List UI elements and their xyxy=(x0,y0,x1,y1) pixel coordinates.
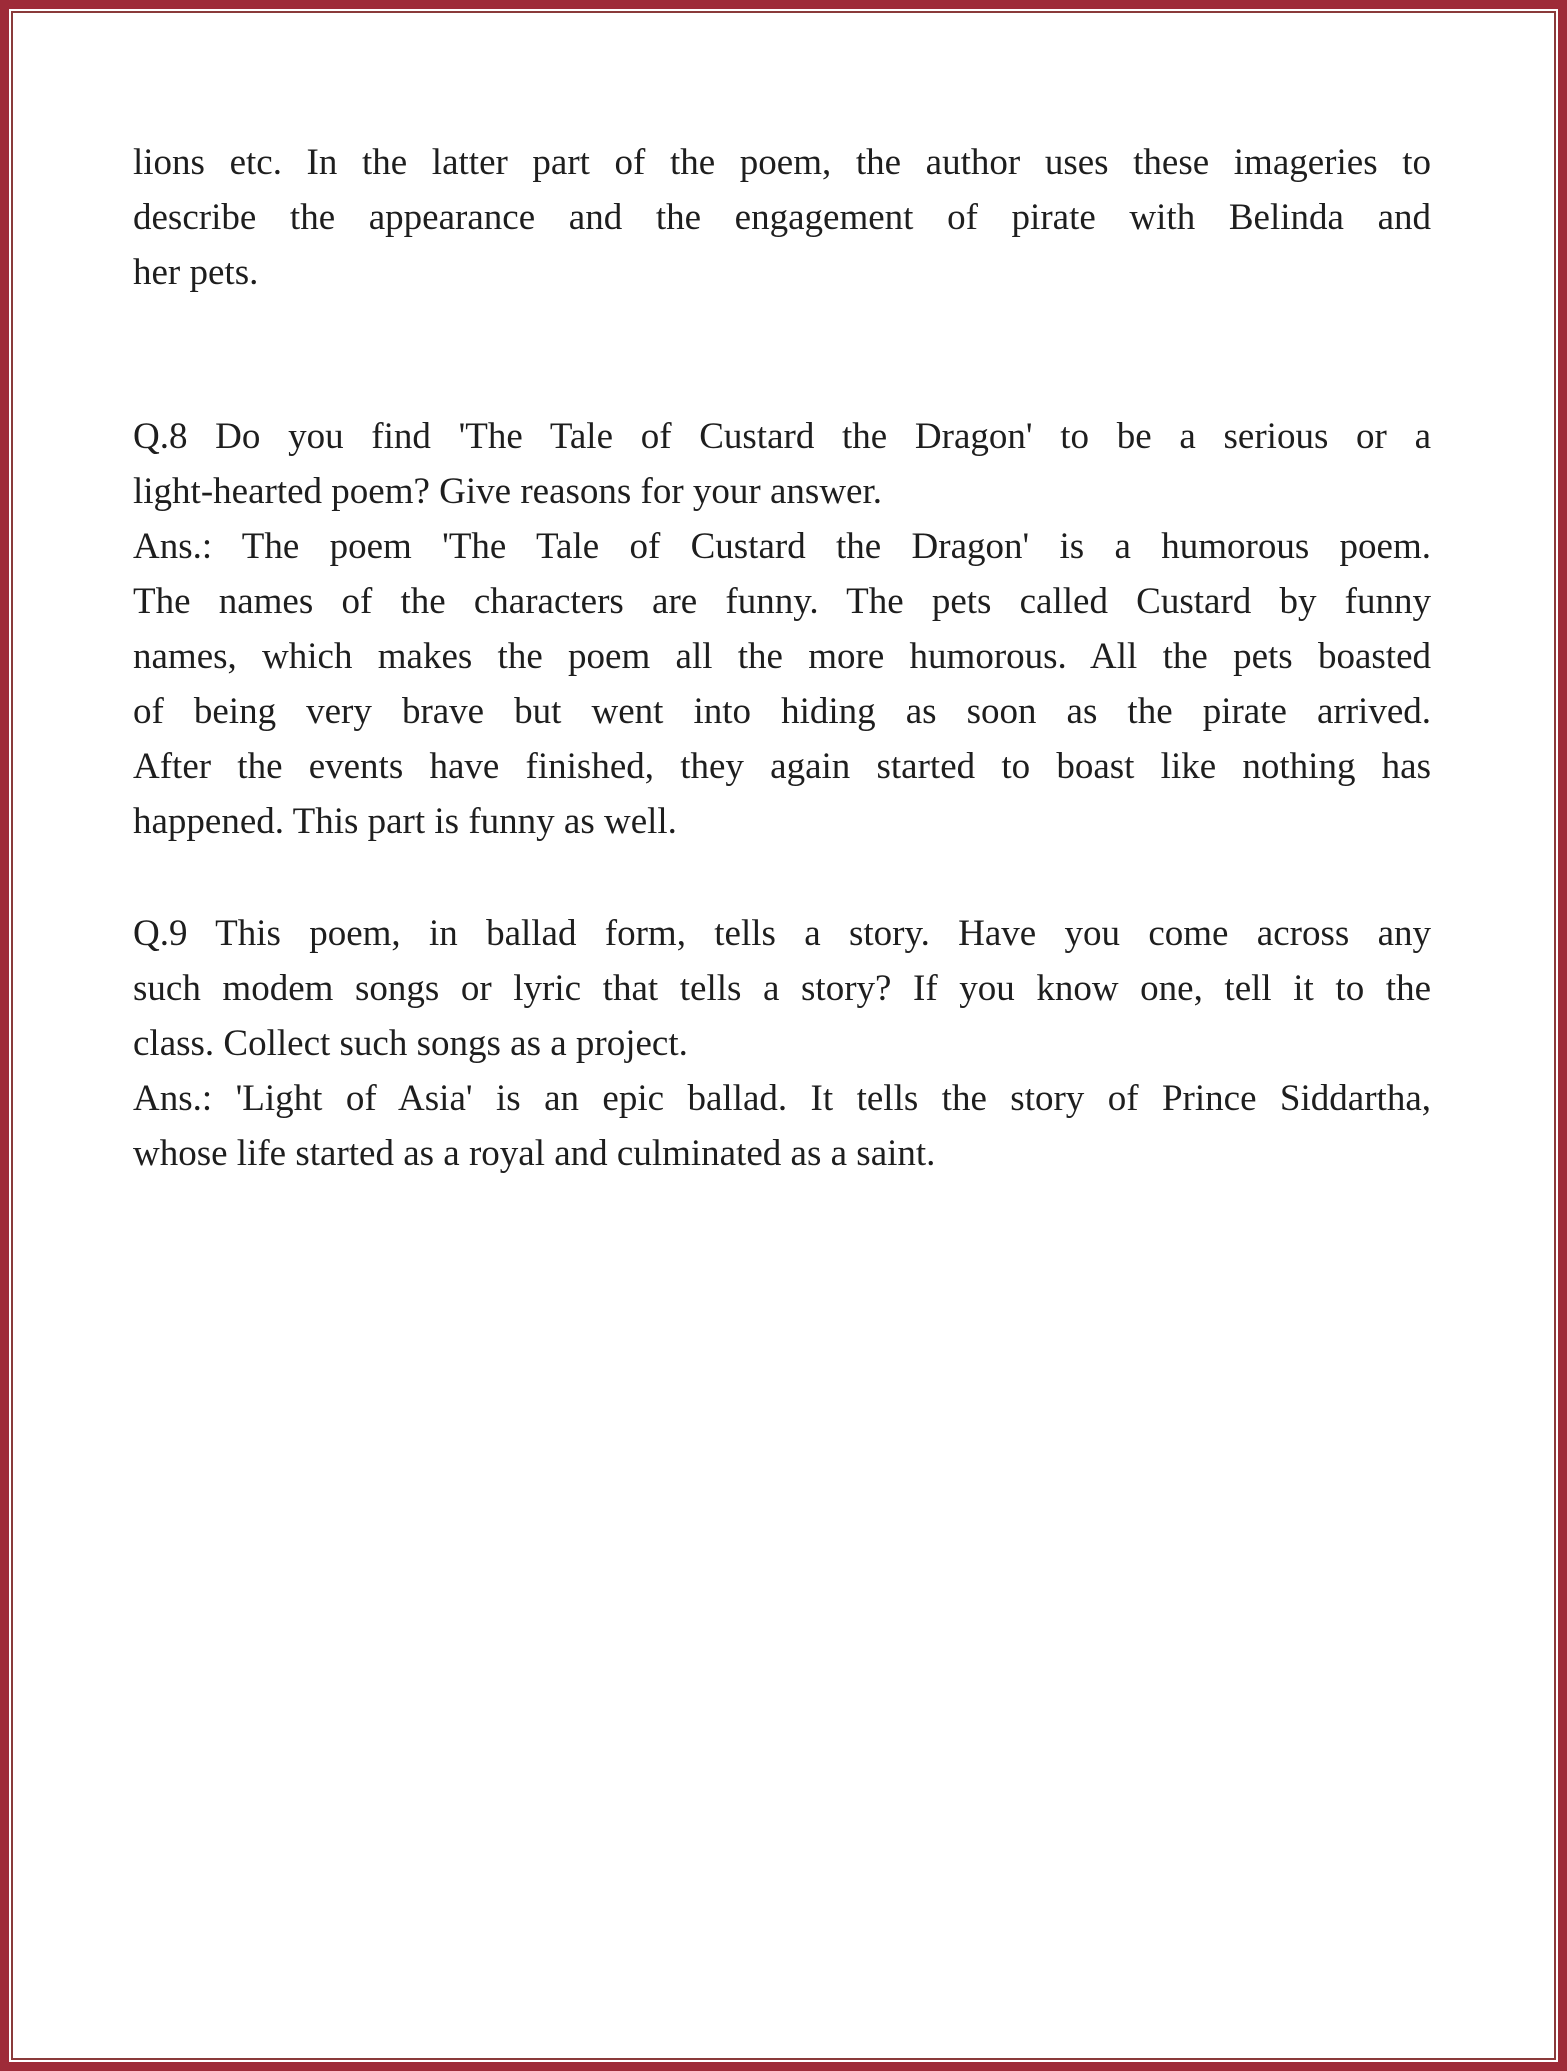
answer-line: After the events have finished, they again started to boast like nothing has xyxy=(133,746,1431,787)
question-line: Q.9 This poem, in ballad form, tells a story. Have you come across any xyxy=(133,913,1431,954)
question-line: Q.8 Do you find 'The Tale of Custard the Dragon' to be a serious or a xyxy=(133,416,1431,457)
answer-line: Ans.: 'Light of Asia' is an epic ballad. It tells the story of Prince Siddartha, xyxy=(133,1078,1431,1119)
question-line: such modem songs or lyric that tells a story? If you know one, tell it to the xyxy=(133,968,1431,1009)
answer-line: Ans.: The poem 'The Tale of Custard the Dragon' is a humorous poem. xyxy=(133,526,1431,567)
answer-line: The names of the characters are funny. The pets called Custard by funny xyxy=(133,581,1431,622)
text-line: her pets. xyxy=(133,252,259,293)
answer-line: whose life started as a royal and culminated as a saint. xyxy=(133,1133,936,1174)
answer-line: happened. This part is funny as well. xyxy=(133,801,677,842)
question-line: class. Collect such songs as a project. xyxy=(133,1023,688,1064)
intro-paragraph xyxy=(133,135,1431,300)
question-8 xyxy=(133,409,1431,849)
answer-line: of being very brave but went into hiding as soon as the pirate arrived. xyxy=(133,691,1431,732)
text-line: lions etc. In the latter part of the poem, the author uses these imageries to xyxy=(133,142,1431,183)
question-line: light-hearted poem? Give reasons for your answer. xyxy=(133,471,882,512)
question-9 xyxy=(133,906,1431,1181)
text-line: describe the appearance and the engagement of pirate with Belinda and xyxy=(133,197,1431,238)
answer-line: names, which makes the poem all the more humorous. All the pets boasted xyxy=(133,636,1431,677)
